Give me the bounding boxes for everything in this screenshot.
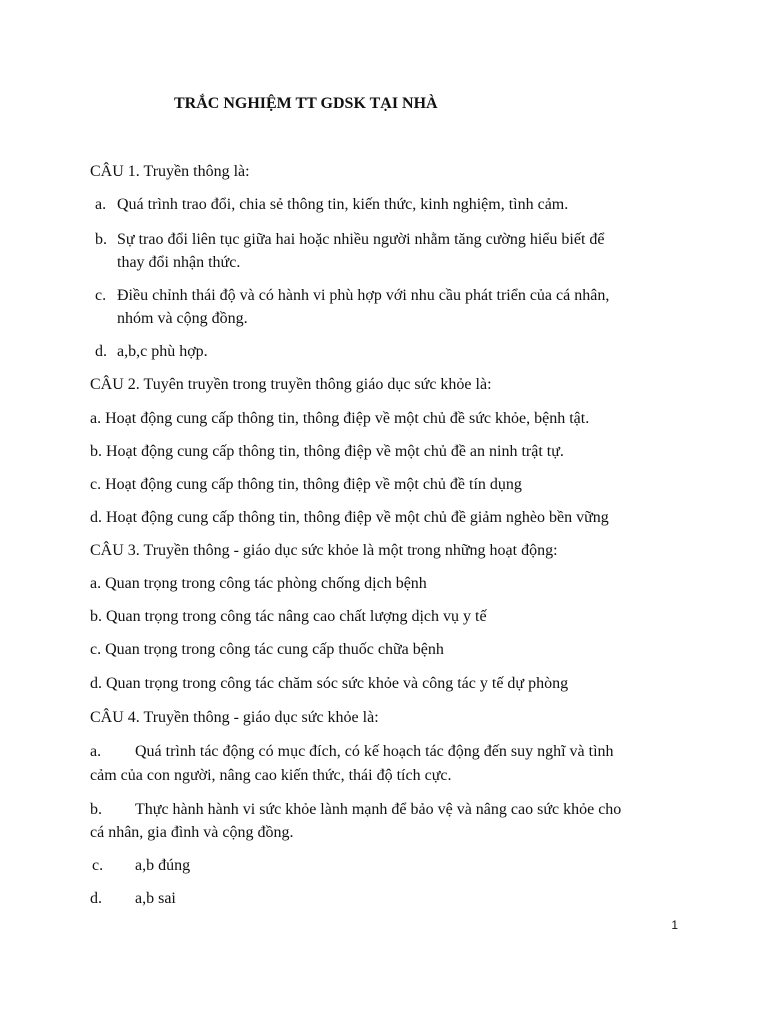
q1-option-d-line-1: a,b,c phù hợp. bbox=[117, 343, 208, 360]
document-title: TRẮC NGHIỆM TT GDSK TẠI NHÀ bbox=[174, 95, 438, 112]
q4-option-a-marker: a. bbox=[90, 743, 102, 760]
q2-option-d: d. Hoạt động cung cấp thông tin, thông điệp về một chủ đề giảm nghèo bền vững bbox=[90, 509, 609, 526]
q4-option-d-line-1: a,b sai bbox=[135, 890, 176, 907]
q4-option-c-marker: c. bbox=[92, 857, 104, 874]
q4-option-c-line-1: a,b đúng bbox=[135, 857, 191, 874]
q4-option-d-marker: d. bbox=[90, 890, 102, 907]
q1-option-b-line-1: Sự trao đổi liên tục giữa hai hoặc nhiều người nhằm tăng cường hiểu biết để bbox=[117, 231, 605, 248]
q2-option-c: c. Hoạt động cung cấp thông tin, thông điệp về một chủ đề tín dụng bbox=[90, 476, 522, 493]
q1-option-b-line-2: thay đổi nhận thức. bbox=[117, 254, 241, 271]
q2-option-a: a. Hoạt động cung cấp thông tin, thông điệp về một chủ đề sức khỏe, bệnh tật. bbox=[90, 410, 590, 427]
q1-option-a-marker: a. bbox=[95, 196, 107, 213]
question-1: CÂU 1. Truyền thông là: bbox=[90, 163, 250, 180]
q4-option-b-line-2: cá nhân, gia đình và cộng đồng. bbox=[90, 824, 294, 841]
q3-option-b: b. Quan trọng trong công tác nâng cao chất lượng dịch vụ y tế bbox=[90, 608, 487, 625]
q4-option-a-line-2: cảm của con người, nâng cao kiến thức, thái độ tích cực. bbox=[90, 767, 452, 784]
q4-option-a-line-1: Quá trình tác động có mục đích, có kế hoạch tác động đến suy nghĩ và tình bbox=[135, 743, 614, 760]
q1-option-a-line-1: Quá trình trao đổi, chia sẻ thông tin, kiến thức, kinh nghiệm, tình cảm. bbox=[117, 196, 569, 213]
q4-option-b-line-1: Thực hành hành vi sức khỏe lành mạnh để bảo vệ và nâng cao sức khỏe cho bbox=[135, 801, 622, 818]
q1-option-c-line-2: nhóm và cộng đồng. bbox=[117, 310, 248, 327]
page-number: 1 bbox=[671, 918, 678, 932]
q1-option-c-marker: c. bbox=[95, 287, 107, 304]
q1-option-c-line-1: Điều chỉnh thái độ và có hành vi phù hợp với nhu cầu phát triển của cá nhân, bbox=[117, 287, 610, 304]
q1-option-d-marker: d. bbox=[95, 343, 107, 360]
q1-option-b-marker: b. bbox=[95, 231, 107, 248]
question-4: CÂU 4. Truyền thông - giáo dục sức khỏe là: bbox=[90, 709, 379, 726]
q4-option-b-marker: b. bbox=[90, 801, 102, 818]
q3-option-a: a. Quan trọng trong công tác phòng chống dịch bệnh bbox=[90, 575, 427, 592]
question-2: CÂU 2. Tuyên truyền trong truyền thông giáo dục sức khỏe là: bbox=[90, 376, 492, 393]
q3-option-d: d. Quan trọng trong công tác chăm sóc sức khỏe và công tác y tế dự phòng bbox=[90, 675, 569, 692]
question-3: CÂU 3. Truyền thông - giáo dục sức khỏe là một trong những hoạt động: bbox=[90, 542, 558, 559]
q3-option-c: c. Quan trọng trong công tác cung cấp thuốc chữa bệnh bbox=[90, 641, 444, 658]
q2-option-b: b. Hoạt động cung cấp thông tin, thông điệp về một chủ đề an ninh trật tự. bbox=[90, 443, 564, 460]
